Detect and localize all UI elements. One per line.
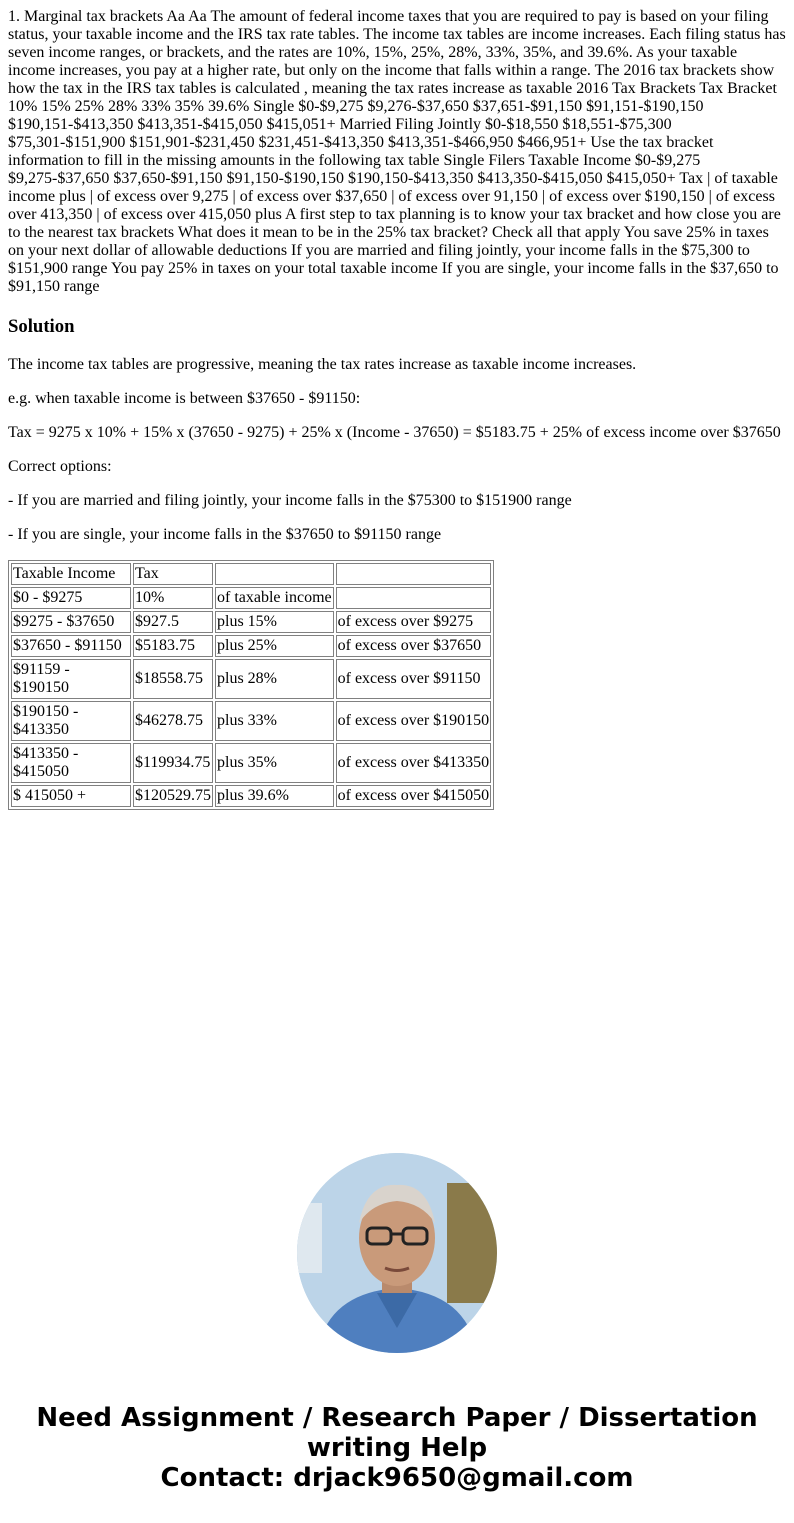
table-cell <box>215 563 334 585</box>
question-text: 1. Marginal tax brackets Aa Aa The amount of federal income taxes that you are required to pay is based on your filing status, your taxable income and the IRS tax rate tables. The income tax tables are income increases. Each filing status has seven income ranges, or brackets, and the rates are 10%, 15%, 25%, 28%, 33%, 35%, and 39.6%. As your taxable income increases, you pay at a higher rate, but only on the income that falls within a range. The 2016 tax brackets show how the tax in the IRS tax tables is calculated , meaning the tax rates increase as taxable 2016 Tax Brackets Tax Bracket 10% 15% 25% 28% 33% 35% 39.6% Single $0-$9,275 $9,276-$37,650 $37,651-$91,150 $91,151-$190,150 $190,151-$413,350 $413,351-$415,050 $415,051+ Married Filing Jointly $0-$18,550 $18,551-$75,300 $75,301-$151,900 $151,901-$231,450 $231,451-$413,350 $413,351-$466,950 $466,951+ Use the tax bracket information to fill in the missing amounts in the following tax table Single Filers Taxable Income $0-$9,275 $9,275-$37,650 $37,650-$91,150 $91,150-$190,150 $190,150-$413,350 $413,350-$415,050 $415,050+ Tax | of taxable income plus | of excess over 9,275 | of excess over $37,650 | of excess over 91,150 | of excess over $190,150 | of excess over 413,350 | of excess over 415,050 plus A first step to tax planning is to know your tax bracket and how close you are to the nearest tax brackets What does it mean to be in the 25% tax bracket? Check all that apply You save 25% in taxes on your next dollar of allowable deductions If you are married and filing jointly, your income falls in the $75,300 to $151,900 range You pay 25% in taxes on your total taxable income If you are single, your income falls in the $37,650 to $91,150 range <box>8 8 786 295</box>
table-cell: of excess over $413350 <box>336 743 492 783</box>
table-cell: $18558.75 <box>133 659 213 699</box>
solution-heading: Solution <box>8 316 75 337</box>
table-cell: 10% <box>133 587 213 609</box>
table-cell: Tax <box>133 563 213 585</box>
table-cell: plus 25% <box>215 635 334 657</box>
table-cell: of excess over $190150 <box>336 701 492 741</box>
table-row <box>11 587 491 609</box>
footer-promo <box>0 1403 794 1493</box>
table-cell: of taxable income <box>215 587 334 609</box>
table-cell: $120529.75 <box>133 785 213 807</box>
table-row <box>11 659 491 699</box>
solution-paragraph: e.g. when taxable income is between $37650 - $91150: <box>8 390 361 407</box>
table-cell: plus 33% <box>215 701 334 741</box>
tax-table <box>8 560 494 810</box>
table-cell: $927.5 <box>133 611 213 633</box>
table-cell: $46278.75 <box>133 701 213 741</box>
table-cell: $9275 - $37650 <box>11 611 131 633</box>
table-cell: $91159 - $190150 <box>11 659 131 699</box>
table-cell: $0 - $9275 <box>11 587 131 609</box>
table-cell <box>336 563 492 585</box>
table-cell: of excess over $415050 <box>336 785 492 807</box>
table-cell: of excess over $91150 <box>336 659 492 699</box>
table-row <box>11 635 491 657</box>
table-cell: $190150 - $413350 <box>11 701 131 741</box>
solution-formula: Tax = 9275 x 10% + 15% x (37650 - 9275) + 25% x (Income - 37650) = $5183.75 + 25% of excess income over $37650 <box>8 424 781 441</box>
solution-paragraph: Correct options: <box>8 458 112 475</box>
table-cell: $37650 - $91150 <box>11 635 131 657</box>
table-cell: plus 39.6% <box>215 785 334 807</box>
author-avatar <box>297 1153 497 1353</box>
solution-paragraph: The income tax tables are progressive, meaning the tax rates increase as taxable income increases. <box>8 356 637 373</box>
table-cell <box>336 587 492 609</box>
table-cell: of excess over $37650 <box>336 635 492 657</box>
correct-option: - If you are single, your income falls in the $37650 to $91150 range <box>8 526 442 543</box>
table-cell: plus 15% <box>215 611 334 633</box>
solution-body <box>8 356 788 544</box>
footer-contact: Contact: drjack9650@gmail.com <box>160 1463 634 1493</box>
table-cell: plus 35% <box>215 743 334 783</box>
table-row <box>11 785 491 807</box>
table-row <box>11 701 491 741</box>
table-cell: $ 415050 + <box>11 785 131 807</box>
table-cell: $119934.75 <box>133 743 213 783</box>
correct-option: - If you are married and filing jointly, your income falls in the $75300 to $151900 range <box>8 492 572 509</box>
table-header-row <box>11 563 491 585</box>
table-cell: $413350 - $415050 <box>11 743 131 783</box>
author-portrait-icon <box>297 1153 497 1353</box>
footer-line: writing Help <box>306 1433 488 1463</box>
table-cell: Taxable Income <box>11 563 131 585</box>
footer-line: Need Assignment / Research Paper / Dissertation <box>36 1403 758 1433</box>
table-cell: of excess over $9275 <box>336 611 492 633</box>
table-row <box>11 743 491 783</box>
table-cell: $5183.75 <box>133 635 213 657</box>
document-content <box>8 8 788 810</box>
table-row <box>11 611 491 633</box>
table-cell: plus 28% <box>215 659 334 699</box>
